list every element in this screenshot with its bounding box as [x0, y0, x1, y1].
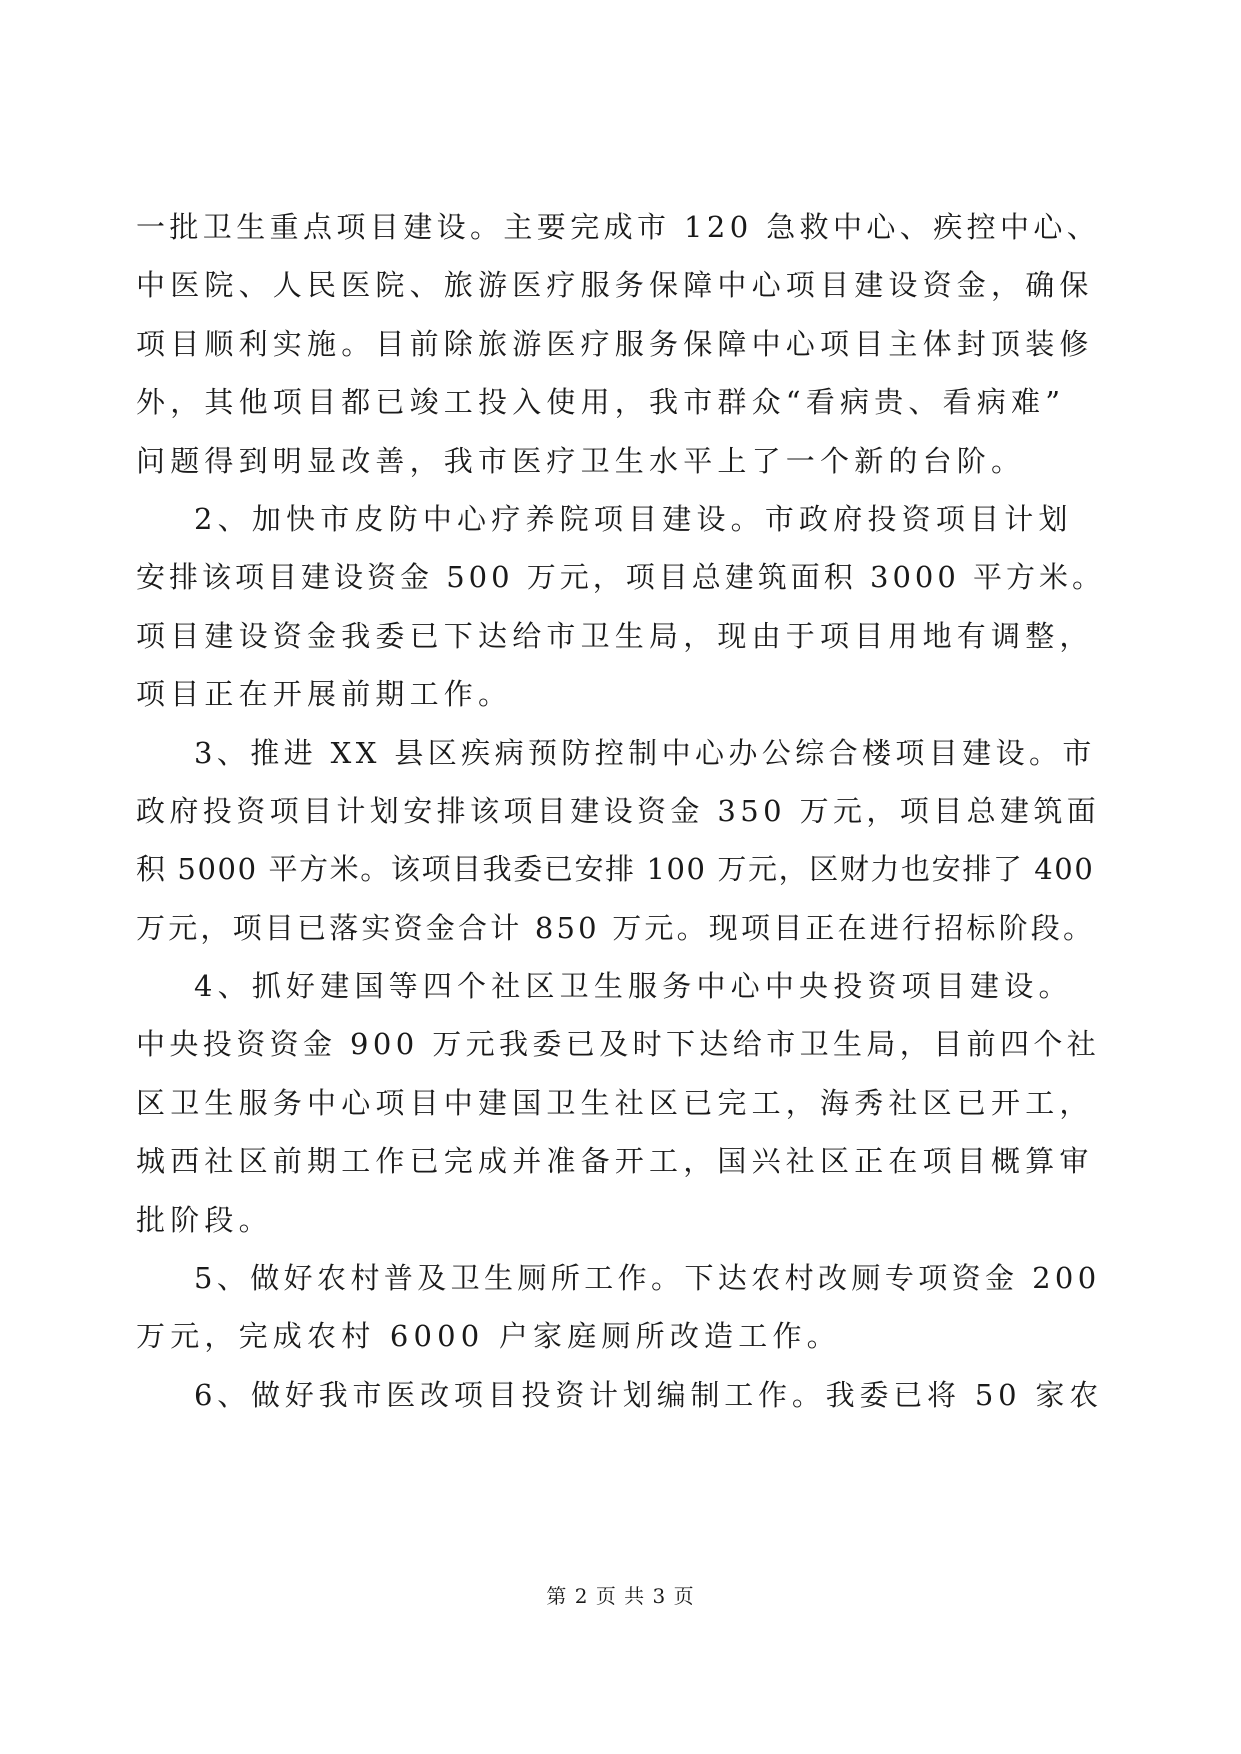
- document-body: [136, 198, 1106, 1424]
- text-line: 5、做好农村普及卫生厕所工作。下达农村改厕专项资金 200: [194, 1261, 1101, 1296]
- text-line: 万元，项目已落实资金合计 850 万元。现项目正在进行招标阶段。: [136, 910, 1096, 945]
- text-line: 3、推进 XX 县区疾病预防控制中心办公综合楼项目建设。市: [194, 735, 1096, 770]
- text-line: 积 5000 平方米。该项目我委已安排 100 万元，区财力也安排了 400: [136, 852, 1095, 887]
- text-line: 批阶段。: [136, 1202, 273, 1237]
- page-number-footer: 第 2 页 共 3 页: [546, 1584, 695, 1608]
- text-line: 项目建设资金我委已下达给市卫生局，现由于项目用地有调整，: [136, 618, 1094, 653]
- text-line: 2、加快市皮防中心疗养院项目建设。市政府投资项目计划: [194, 501, 1073, 536]
- text-line: 安排该项目建设资金 500 万元，项目总建筑面积 3000 平方米。: [136, 560, 1106, 595]
- text-line: 问题得到明显改善，我市医疗卫生水平上了一个新的台阶。: [136, 443, 1026, 478]
- text-line: 万元，完成农村 6000 户家庭厕所改造工作。: [136, 1319, 841, 1354]
- text-line: 项目正在开展前期工作。: [136, 677, 513, 712]
- text-line: 政府投资项目计划安排该项目建设资金 350 万元，项目总建筑面: [136, 793, 1101, 828]
- text-line: 一批卫生重点项目建设。主要完成市 120 急救中心、疾控中心、: [136, 210, 1101, 244]
- text-line: 区卫生服务中心项目中建国卫生社区已完工，海秀社区已开工，: [136, 1085, 1094, 1120]
- text-line: 中央投资资金 900 万元我委已及时下达给市卫生局，目前四个社: [136, 1027, 1101, 1062]
- text-line: 外，其他项目都已竣工投入使用，我市群众“看病贵、看病难”: [136, 385, 1066, 420]
- text-line: 4、抓好建国等四个社区卫生服务中心中央投资项目建设。: [194, 969, 1073, 1004]
- text-line: 项目顺利实施。目前除旅游医疗服务保障中心项目主体封顶装修: [136, 326, 1094, 361]
- text-line: 城西社区前期工作已完成并准备开工，国兴社区正在项目概算审: [136, 1144, 1094, 1179]
- text-line: 中医院、人民医院、旅游医疗服务保障中心项目建设资金，确保: [136, 268, 1094, 303]
- text-line: 6、做好我市医改项目投资计划编制工作。我委已将 50 家农: [194, 1377, 1103, 1412]
